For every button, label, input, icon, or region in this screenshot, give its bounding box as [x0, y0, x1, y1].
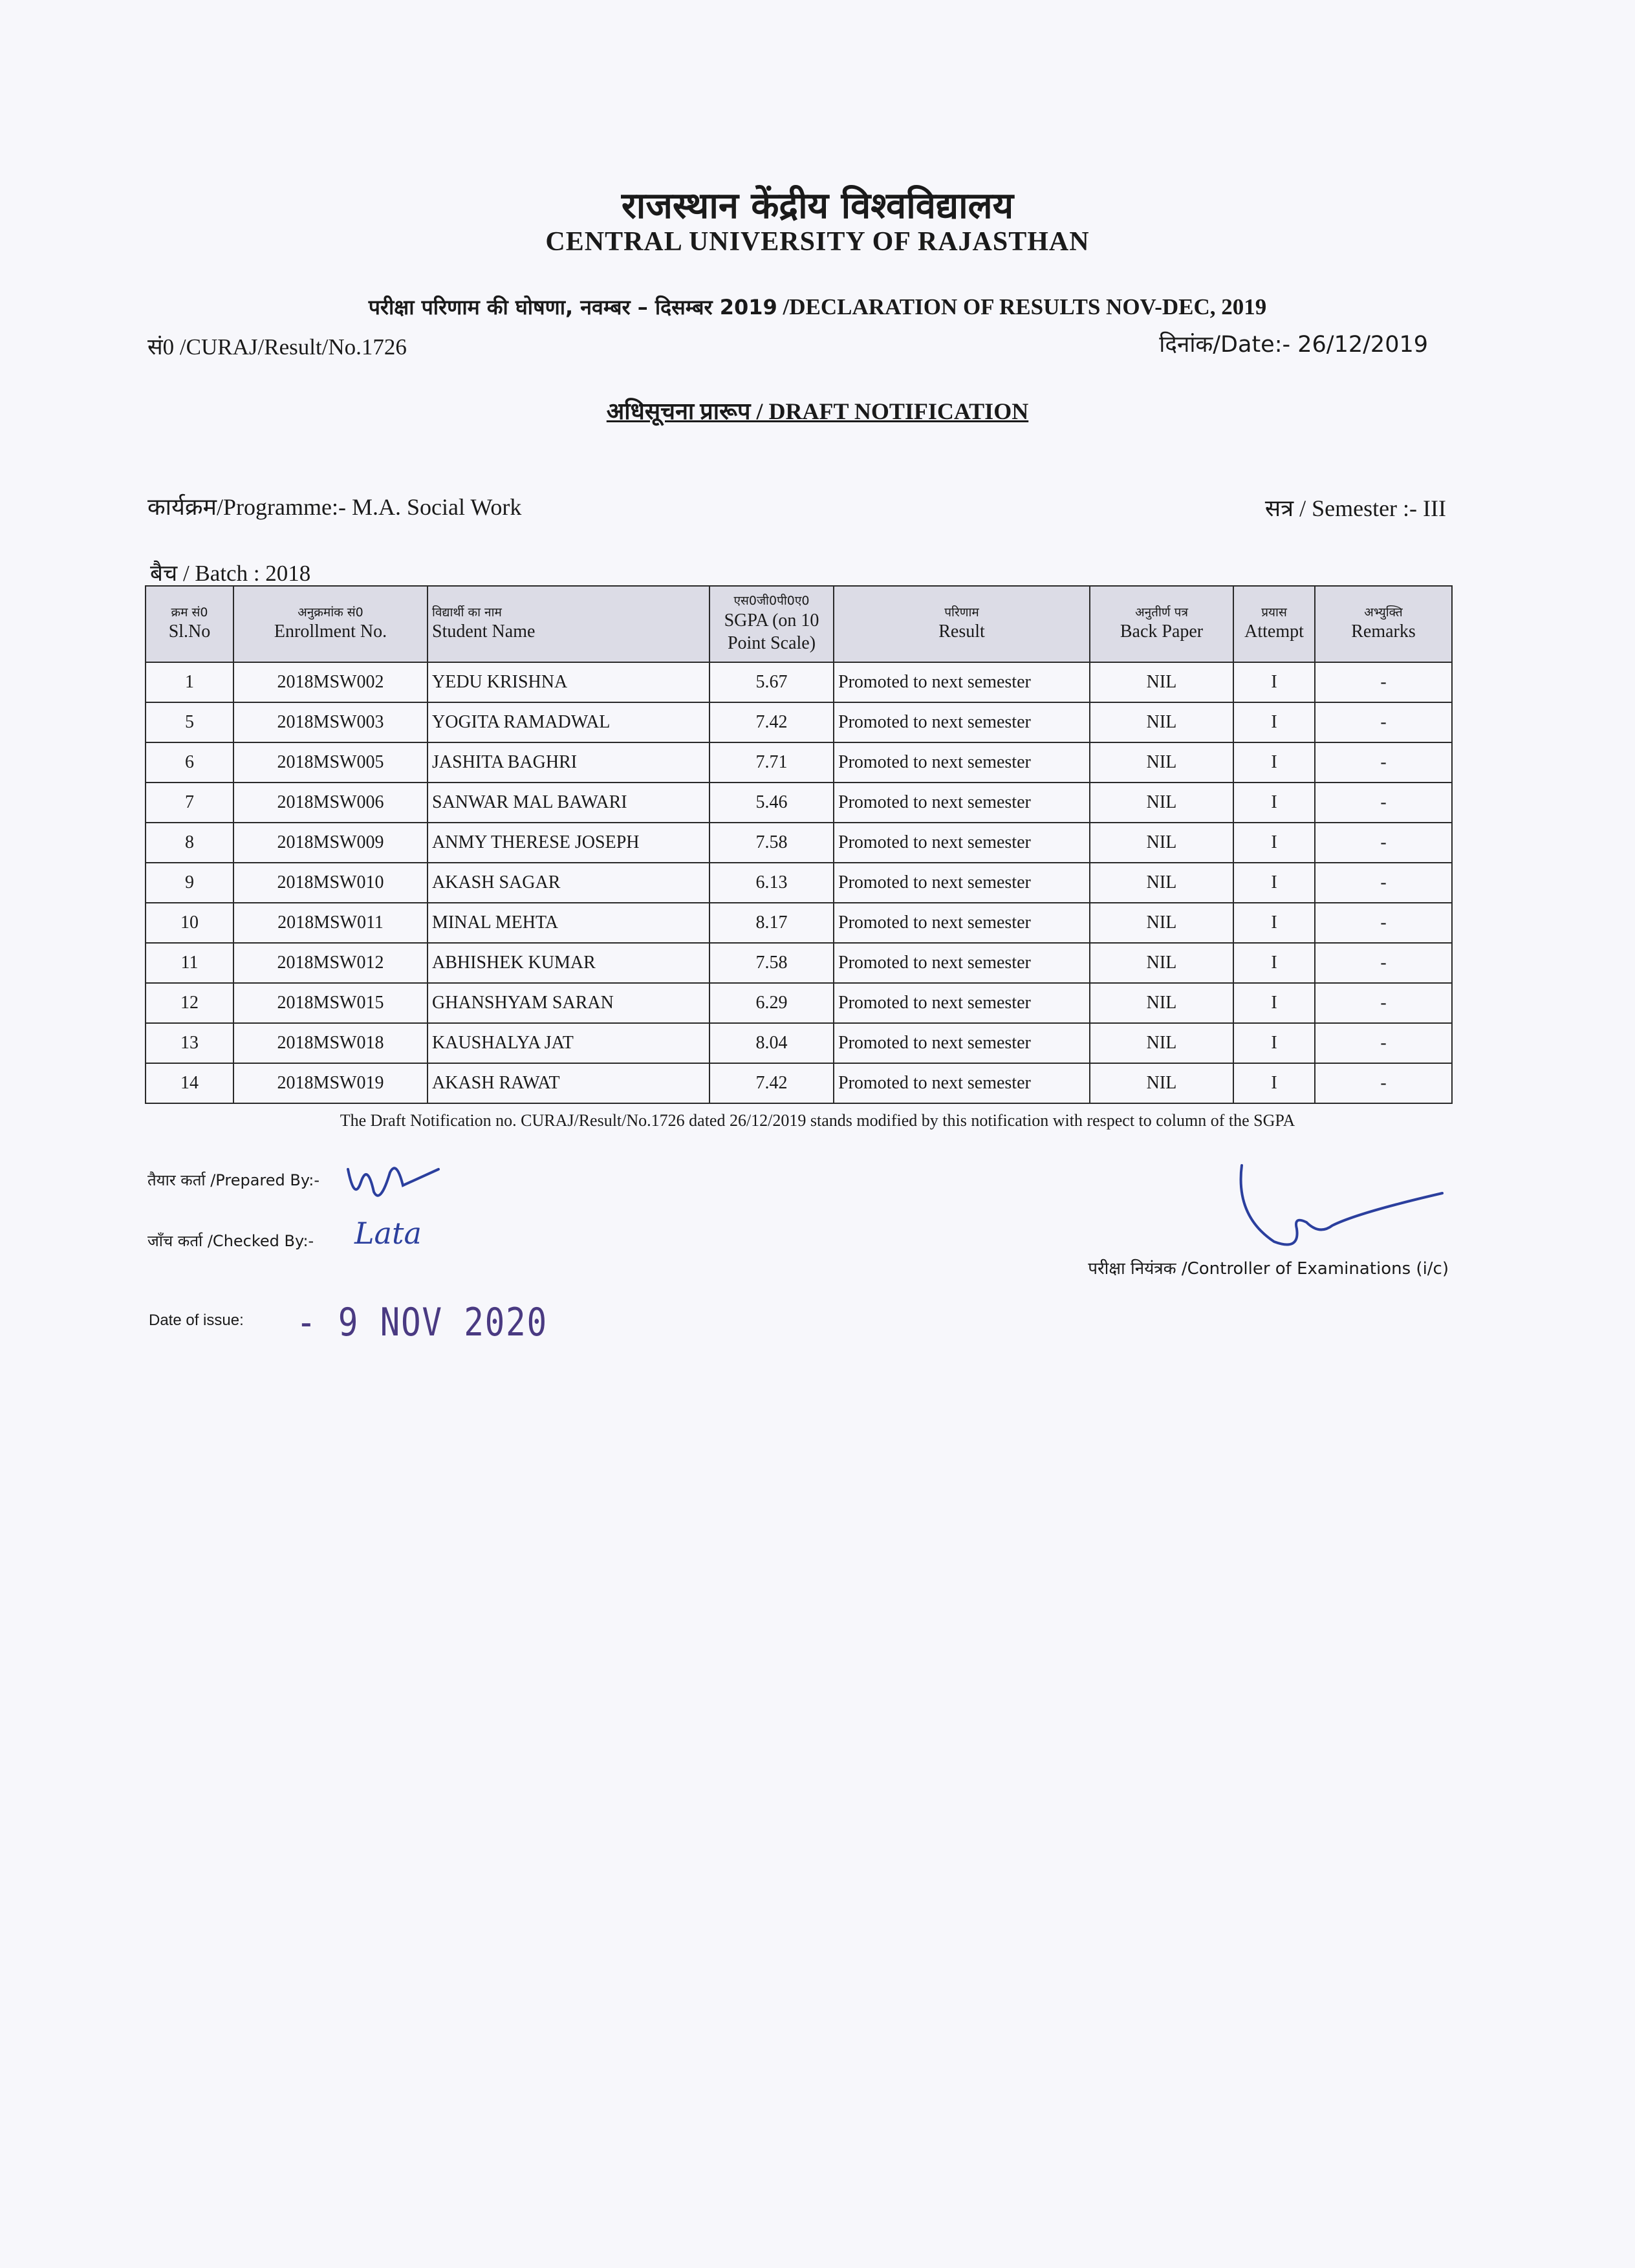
cell-back-paper: NIL: [1090, 1023, 1233, 1063]
cell-sgpa: 7.58: [709, 823, 834, 863]
cell-student-name: MINAL MEHTA: [428, 903, 709, 943]
cell-remarks: -: [1315, 943, 1452, 983]
cell-enrollment: 2018MSW005: [233, 742, 428, 783]
university-name-english: CENTRAL UNIVERSITY OF RAJASTHAN: [545, 227, 1090, 257]
declaration-english: /DECLARATION OF RESULTS NOV-DEC, 2019: [783, 294, 1267, 319]
cell-remarks: -: [1315, 742, 1452, 783]
cell-back-paper: NIL: [1090, 662, 1233, 702]
cell-enrollment: 2018MSW009: [233, 823, 428, 863]
cell-result: Promoted to next semester: [834, 1023, 1090, 1063]
table-row: [146, 863, 1452, 903]
cell-result: Promoted to next semester: [834, 823, 1090, 863]
declaration-line: [0, 293, 1635, 321]
cell-attempt: I: [1233, 983, 1315, 1023]
cell-enrollment: 2018MSW018: [233, 1023, 428, 1063]
cell-sgpa: 7.42: [709, 702, 834, 742]
col-header-result: परिणाम Result: [834, 586, 1090, 662]
cell-slno: 7: [146, 783, 233, 823]
cell-back-paper: NIL: [1090, 983, 1233, 1023]
cell-student-name: GHANSHYAM SARAN: [428, 983, 709, 1023]
cell-back-paper: NIL: [1090, 742, 1233, 783]
table-row: [146, 702, 1452, 742]
cell-result: Promoted to next semester: [834, 742, 1090, 783]
cell-enrollment: 2018MSW006: [233, 783, 428, 823]
col-header-attempt: प्रयास Attempt: [1233, 586, 1315, 662]
cell-student-name: JASHITA BAGHRI: [428, 742, 709, 783]
cell-student-name: AKASH SAGAR: [428, 863, 709, 903]
footnote: The Draft Notification no. CURAJ/Result/No.1726 dated 26/12/2019 stands modified by this notification with respect to column of the SGPA: [340, 1111, 1295, 1130]
cell-slno: 8: [146, 823, 233, 863]
col-header-slno: क्रम सं0 Sl.No: [146, 586, 233, 662]
cell-remarks: -: [1315, 863, 1452, 903]
cell-attempt: I: [1233, 863, 1315, 903]
cell-enrollment: 2018MSW011: [233, 903, 428, 943]
cell-sgpa: 7.58: [709, 943, 834, 983]
cell-enrollment: 2018MSW015: [233, 983, 428, 1023]
cell-slno: 9: [146, 863, 233, 903]
date-of-issue-label: Date of issue:: [149, 1312, 244, 1329]
cell-slno: 6: [146, 742, 233, 783]
cell-remarks: -: [1315, 903, 1452, 943]
cell-attempt: I: [1233, 823, 1315, 863]
cell-sgpa: 8.04: [709, 1023, 834, 1063]
table-row: [146, 903, 1452, 943]
cell-slno: 5: [146, 702, 233, 742]
col-header-student-name: विद्यार्थी का नाम Student Name: [428, 586, 709, 662]
table-row: [146, 783, 1452, 823]
checked-by-label: जाँच कर्ता /Checked By:-: [147, 1232, 314, 1250]
cell-remarks: -: [1315, 662, 1452, 702]
programme-label: कार्यक्रम/Programme:- M.A. Social Work: [147, 494, 522, 520]
declaration-hindi: परीक्षा परिणाम की घोषणा, नवम्बर – दिसम्बर 2019: [368, 295, 777, 319]
col-header-enrollment: अनुक्रमांक सं0 Enrollment No.: [233, 586, 428, 662]
cell-result: Promoted to next semester: [834, 863, 1090, 903]
cell-back-paper: NIL: [1090, 863, 1233, 903]
table-row: [146, 1063, 1452, 1103]
cell-enrollment: 2018MSW002: [233, 662, 428, 702]
cell-back-paper: NIL: [1090, 823, 1233, 863]
table-row: [146, 742, 1452, 783]
cell-sgpa: 7.71: [709, 742, 834, 783]
cell-back-paper: NIL: [1090, 943, 1233, 983]
cell-attempt: I: [1233, 1063, 1315, 1103]
cell-sgpa: 6.29: [709, 983, 834, 1023]
prepared-by-signature: [341, 1156, 451, 1208]
cell-attempt: I: [1233, 783, 1315, 823]
cell-student-name: YOGITA RAMADWAL: [428, 702, 709, 742]
cell-result: Promoted to next semester: [834, 983, 1090, 1023]
cell-attempt: I: [1233, 742, 1315, 783]
cell-sgpa: 6.13: [709, 863, 834, 903]
cell-slno: 14: [146, 1063, 233, 1103]
cell-result: Promoted to next semester: [834, 783, 1090, 823]
cell-enrollment: 2018MSW019: [233, 1063, 428, 1103]
cell-slno: 10: [146, 903, 233, 943]
draft-notification-title: अधिसूचना प्रारूप / DRAFT NOTIFICATION: [606, 398, 1029, 424]
table-row: [146, 943, 1452, 983]
cell-remarks: -: [1315, 823, 1452, 863]
col-header-remarks: अभ्युक्ति Remarks: [1315, 586, 1452, 662]
cell-result: Promoted to next semester: [834, 943, 1090, 983]
table-row: [146, 1023, 1452, 1063]
cell-slno: 12: [146, 983, 233, 1023]
cell-back-paper: NIL: [1090, 1063, 1233, 1103]
cell-attempt: I: [1233, 903, 1315, 943]
cell-attempt: I: [1233, 702, 1315, 742]
cell-remarks: -: [1315, 983, 1452, 1023]
cell-result: Promoted to next semester: [834, 903, 1090, 943]
controller-signature: [1229, 1158, 1462, 1261]
table-row: [146, 983, 1452, 1023]
col-header-back-paper: अनुतीर्ण पत्र Back Paper: [1090, 586, 1233, 662]
cell-attempt: I: [1233, 662, 1315, 702]
cell-remarks: -: [1315, 1023, 1452, 1063]
university-name-hindi: राजस्थान केंद्रीय विश्वविद्यालय: [621, 185, 1014, 227]
cell-student-name: ANMY THERESE JOSEPH: [428, 823, 709, 863]
cell-enrollment: 2018MSW012: [233, 943, 428, 983]
cell-result: Promoted to next semester: [834, 702, 1090, 742]
cell-sgpa: 7.42: [709, 1063, 834, 1103]
cell-student-name: SANWAR MAL BAWARI: [428, 783, 709, 823]
cell-sgpa: 8.17: [709, 903, 834, 943]
cell-attempt: I: [1233, 1023, 1315, 1063]
cell-slno: 1: [146, 662, 233, 702]
results-table-body: [146, 662, 1452, 1103]
reference-date: दिनांक/Date:- 26/12/2019: [1159, 332, 1428, 358]
cell-remarks: -: [1315, 1063, 1452, 1103]
controller-label: परीक्षा नियंत्रक /Controller of Examinations (i/c): [1088, 1259, 1449, 1279]
reference-number: सं0 /CURAJ/Result/No.1726: [147, 334, 407, 360]
prepared-by-label: तैयार कर्ता /Prepared By:-: [147, 1171, 320, 1189]
semester-label: सत्र / Semester :- III: [1264, 495, 1446, 521]
table-header-row: [146, 586, 1452, 662]
cell-student-name: KAUSHALYA JAT: [428, 1023, 709, 1063]
cell-enrollment: 2018MSW003: [233, 702, 428, 742]
cell-enrollment: 2018MSW010: [233, 863, 428, 903]
cell-sgpa: 5.46: [709, 783, 834, 823]
cell-student-name: YEDU KRISHNA: [428, 662, 709, 702]
batch-label: बैच / Batch : 2018: [150, 561, 311, 586]
col-header-sgpa: एस0जी0पी0ए0 SGPA (on 10 Point Scale): [709, 586, 834, 662]
cell-attempt: I: [1233, 943, 1315, 983]
results-table: [145, 585, 1453, 1104]
cell-remarks: -: [1315, 702, 1452, 742]
cell-sgpa: 5.67: [709, 662, 834, 702]
cell-student-name: ABHISHEK KUMAR: [428, 943, 709, 983]
cell-result: Promoted to next semester: [834, 662, 1090, 702]
checked-by-signature: Lata: [354, 1216, 422, 1251]
cell-slno: 13: [146, 1023, 233, 1063]
date-of-issue-stamp: - 9 NOV 2020: [296, 1300, 548, 1345]
cell-back-paper: NIL: [1090, 702, 1233, 742]
cell-result: Promoted to next semester: [834, 1063, 1090, 1103]
table-row: [146, 823, 1452, 863]
cell-slno: 11: [146, 943, 233, 983]
table-row: [146, 662, 1452, 702]
cell-back-paper: NIL: [1090, 783, 1233, 823]
cell-back-paper: NIL: [1090, 903, 1233, 943]
cell-student-name: AKASH RAWAT: [428, 1063, 709, 1103]
cell-remarks: -: [1315, 783, 1452, 823]
